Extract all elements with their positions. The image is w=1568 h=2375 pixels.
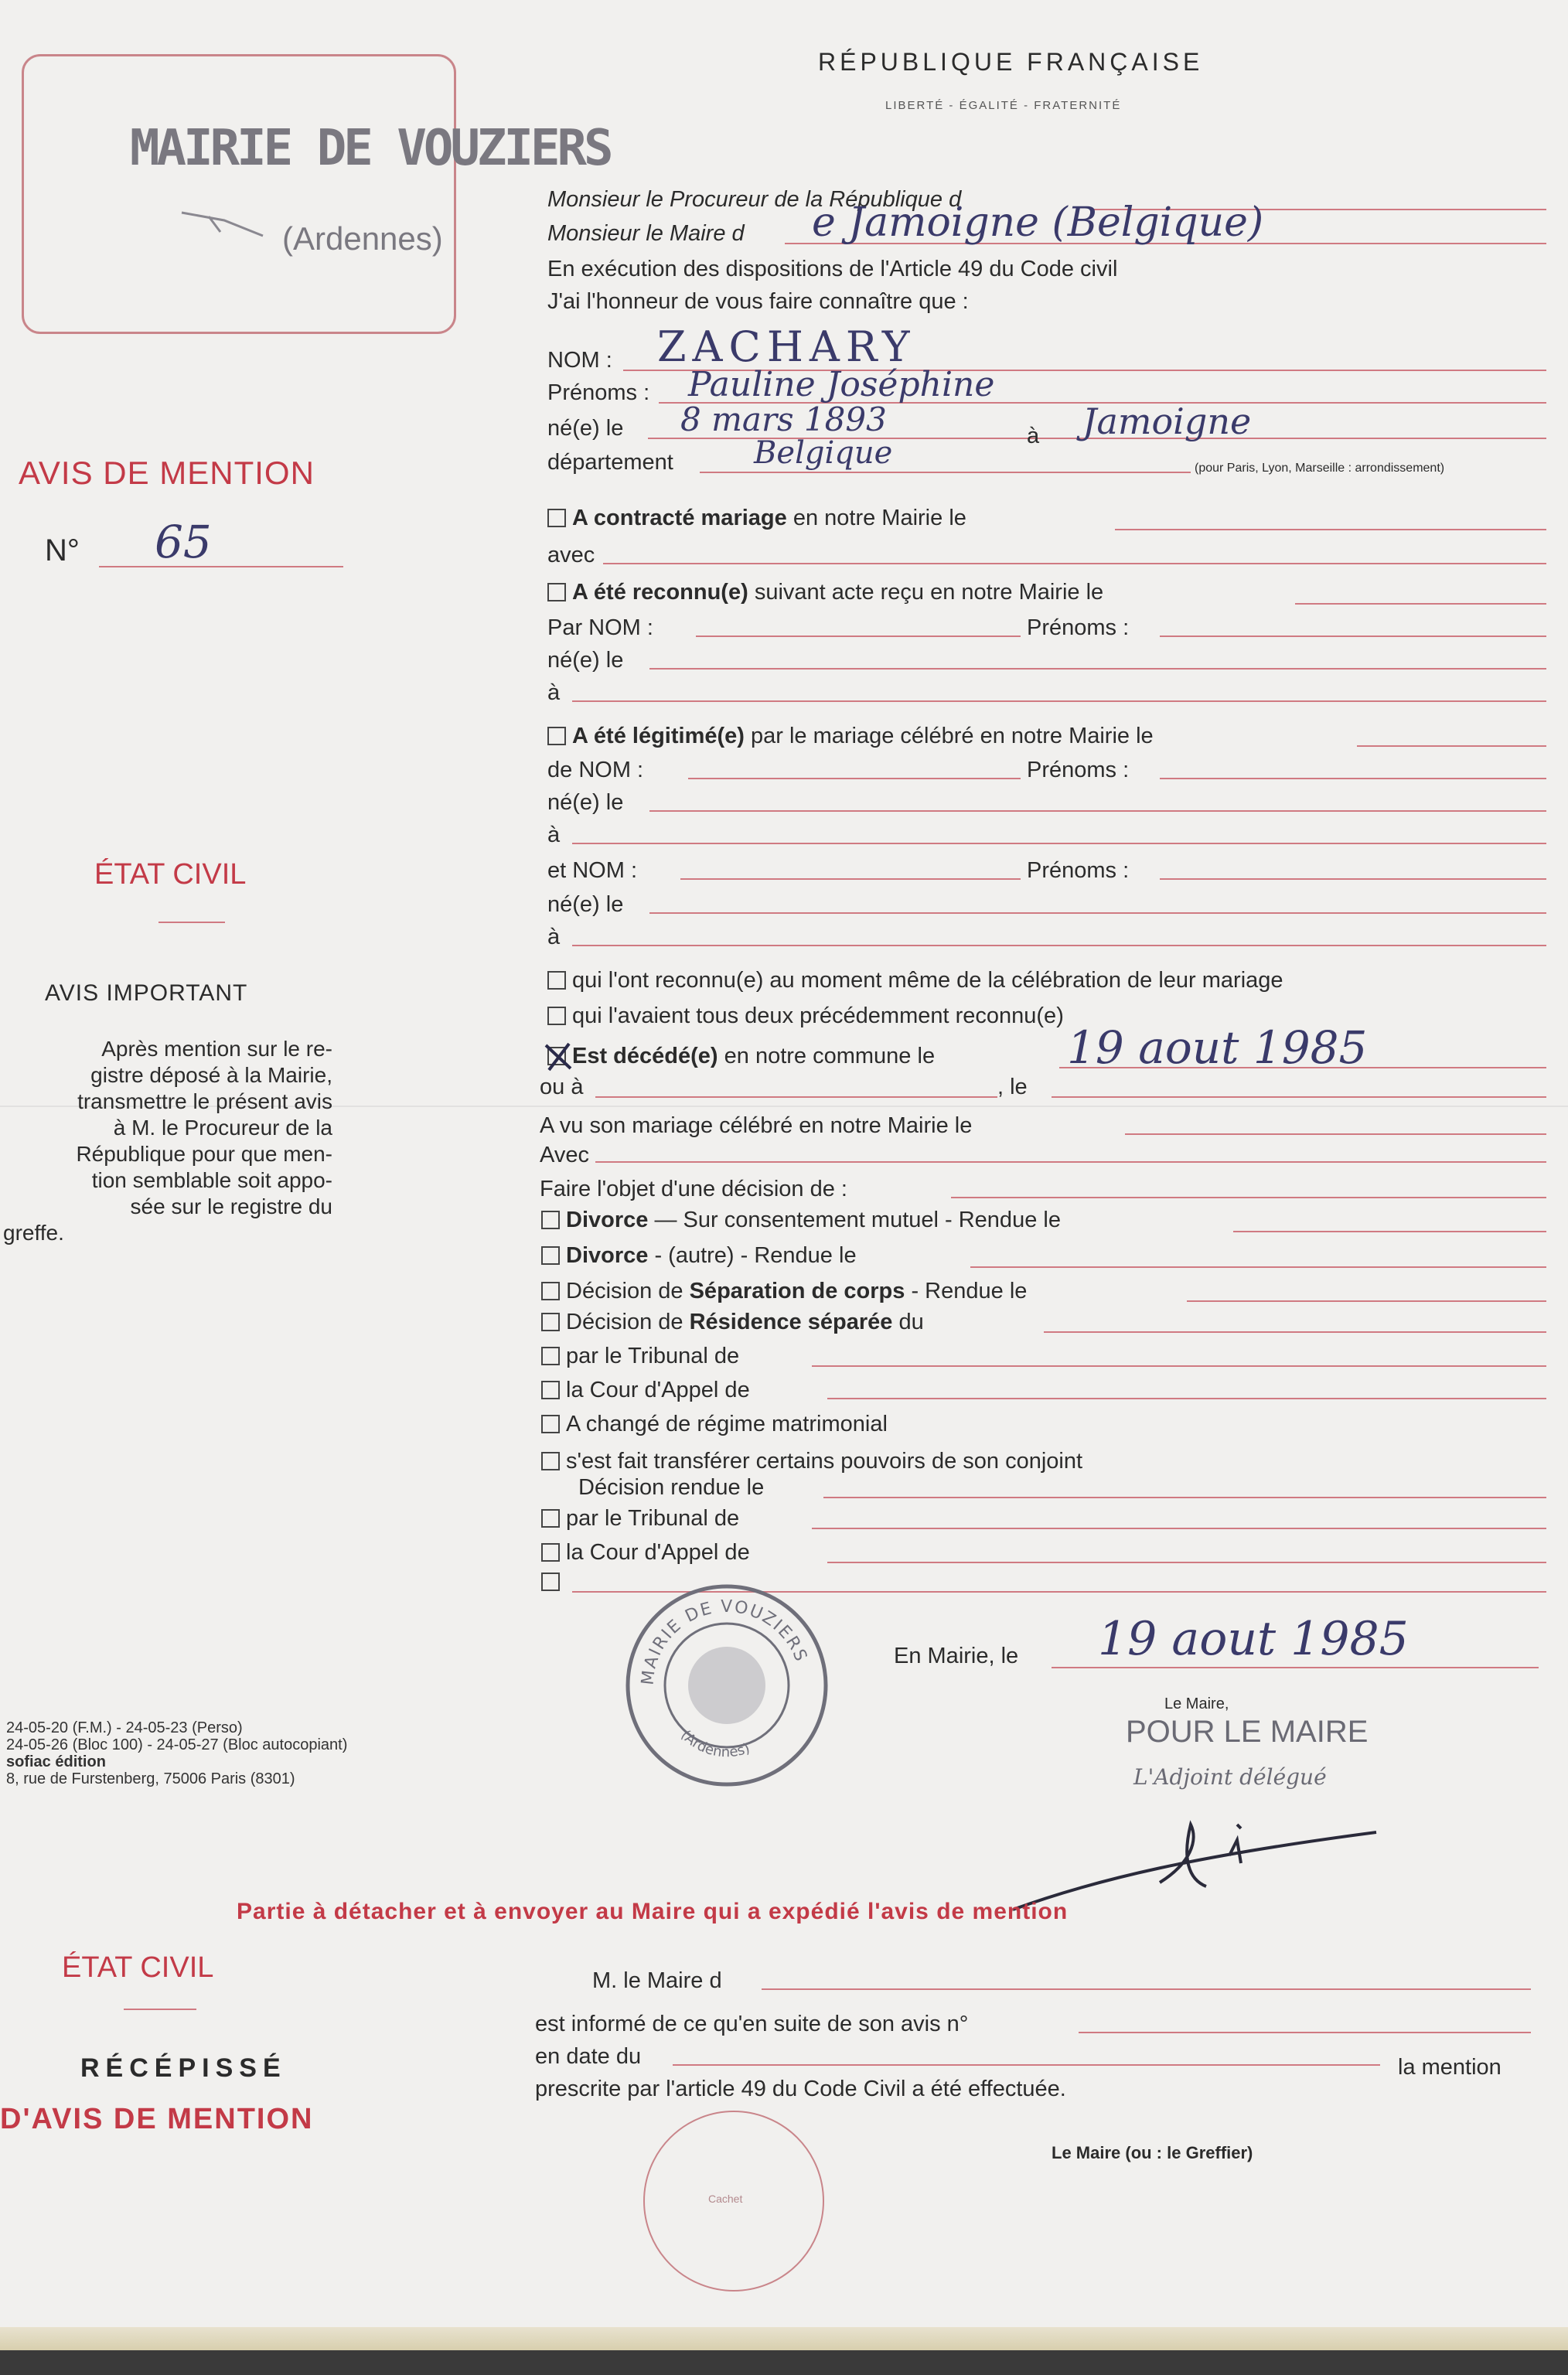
prescrite-text: prescrite par l'article 49 du Code Civil a été effectuée. <box>535 2077 1066 2101</box>
qui-ont-label: qui l'ont reconnu(e) au moment même de la célébration de leur mariage <box>572 968 1283 993</box>
faire-objet-label: Faire l'objet d'une décision de : <box>540 1177 847 1201</box>
separation-a: Décision de <box>566 1279 683 1303</box>
mariage-checkbox[interactable] <box>547 509 566 527</box>
signature-date: 19 aout 1985 <box>1098 1612 1409 1666</box>
dept-line <box>700 472 1191 473</box>
en-date-line <box>673 2064 1380 2066</box>
regime-row <box>541 1413 888 1436</box>
tribunal-row <box>541 1345 739 1368</box>
motto: LIBERTÉ - ÉGALITÉ - FRATERNITÉ <box>885 99 1122 112</box>
cour-line <box>827 1398 1546 1399</box>
detach-rule <box>124 2009 196 2010</box>
printer-info <box>6 1719 347 1787</box>
decede-checkbox[interactable] <box>547 1047 566 1065</box>
qui-ont-checkbox[interactable] <box>547 971 566 990</box>
note-line: gistre déposé à la Mairie, <box>90 1063 332 1087</box>
numero-label: N° <box>45 533 80 567</box>
republic-heading: RÉPUBLIQUE FRANÇAISE <box>818 48 1204 76</box>
maire-value: e Jamoigne (Belgique) <box>812 199 1264 246</box>
note-line: sée sur le registre du <box>130 1194 332 1218</box>
qui-avaient-row <box>547 1005 1064 1027</box>
etat-civil-rule <box>159 922 225 923</box>
avis-important: AVIS IMPORTANT <box>45 980 248 1006</box>
nee3-line <box>649 810 1546 812</box>
transfert-checkbox[interactable] <box>541 1452 560 1470</box>
separation-c: - Rendue le <box>911 1279 1028 1303</box>
honneur-text: J'ai l'honneur de vous faire connaître que : <box>547 289 969 314</box>
avec2-line <box>595 1161 1546 1163</box>
decede-value: 19 aout 1985 <box>1067 1021 1368 1074</box>
prenoms4-line <box>1160 878 1546 880</box>
avis-title: AVIS DE MENTION <box>19 455 315 491</box>
nom-value: ZACHARY <box>657 322 916 371</box>
et-nom-line <box>680 878 1021 880</box>
printer-line: sofiac édition <box>6 1753 106 1770</box>
prenoms3-label: Prénoms : <box>1027 758 1130 782</box>
decede-label: Est décédé(e) <box>572 1044 718 1068</box>
decision-rendue-line <box>823 1497 1546 1498</box>
a-label: à <box>1027 424 1040 448</box>
decede-rest: en notre commune le <box>724 1044 936 1068</box>
tribunal2-label: par le Tribunal de <box>566 1506 740 1531</box>
mairie-stamp-region: (Ardennes) <box>282 220 443 257</box>
divorce2-label: Divorce <box>566 1243 649 1268</box>
nee-value: 8 mars 1893 <box>680 400 887 438</box>
numero-value: 65 <box>155 516 212 568</box>
par-nom-label: Par NOM : <box>547 615 653 640</box>
stamp-flourish-icon <box>178 201 271 247</box>
paper-edge <box>0 2327 1568 2350</box>
maire-d-label: M. le Maire d <box>592 1968 722 1993</box>
printer-line: 8, rue de Furstenberg, 75006 Paris (8301) <box>6 1770 295 1787</box>
check-x-icon <box>544 1042 572 1072</box>
informe-label: est informé de ce qu'en suite de son avis n° <box>535 2012 969 2036</box>
en-mairie-label: En Mairie, le <box>894 1644 1019 1668</box>
blank-row <box>541 1571 566 1593</box>
regime-label: A changé de régime matrimonial <box>566 1412 888 1436</box>
important-note <box>0 1036 332 1246</box>
note-line: Après mention sur le re- <box>101 1037 332 1061</box>
ou-a-line <box>595 1096 997 1098</box>
le-maire-caption: Le Maire, <box>1164 1695 1229 1712</box>
prenoms2-line <box>1160 635 1546 637</box>
divorce1-checkbox[interactable] <box>541 1211 560 1229</box>
mariage-label: A contracté mariage <box>572 506 787 530</box>
mairie-seal <box>619 1581 835 1790</box>
avec-line <box>603 563 1546 564</box>
regime-checkbox[interactable] <box>541 1415 560 1433</box>
mariage-row <box>547 507 966 530</box>
residence-c: du <box>898 1310 924 1334</box>
par-nom-line <box>696 635 1021 637</box>
seal-bottom-text: (Ardennes) <box>677 1726 752 1761</box>
divorce1-label: Divorce <box>566 1208 649 1232</box>
left-etat-civil: ÉTAT CIVIL <box>94 858 247 891</box>
adjoint-stamp: L'Adjoint délégué <box>1133 1764 1327 1790</box>
transfert-label: s'est fait transférer certains pouvoirs de son conjoint <box>566 1449 1083 1474</box>
residence-line <box>1044 1331 1546 1333</box>
printer-line: 24-05-26 (Bloc 100) - 24-05-27 (Bloc autocopiant) <box>6 1736 348 1753</box>
transfert-row <box>541 1450 1082 1473</box>
nee2-line <box>649 668 1546 670</box>
a3-label: à <box>547 823 561 847</box>
note-line: à M. le Procureur de la <box>113 1116 332 1140</box>
procureur-label: Monsieur le Procureur de la République d <box>547 187 962 212</box>
note-line: greffe. <box>3 1221 64 1245</box>
a2-line <box>572 700 1546 702</box>
et-nom-label: et NOM : <box>547 858 638 883</box>
nee4-label: né(e) le <box>547 892 624 917</box>
note-line: République pour que men- <box>76 1142 332 1166</box>
cour-checkbox[interactable] <box>541 1381 560 1399</box>
separation-line <box>1187 1300 1546 1302</box>
prenoms-label: Prénoms : <box>547 380 650 405</box>
de-nom-line <box>688 778 1021 779</box>
divorce1-row <box>541 1209 1061 1232</box>
residence-checkbox[interactable] <box>541 1313 560 1331</box>
en-date-label: en date du <box>535 2044 642 2069</box>
de-nom-label: de NOM : <box>547 758 644 782</box>
divorce1-rest: — Sur consentement mutuel - Rendue le <box>654 1208 1061 1232</box>
separation-b: Séparation de corps <box>689 1279 905 1303</box>
en-mairie-line <box>1052 1667 1539 1668</box>
mairie-stamp-name: MAIRIE DE VOUZIERS <box>130 120 611 177</box>
prenoms2-label: Prénoms : <box>1027 615 1130 640</box>
legitime-checkbox[interactable] <box>547 727 566 745</box>
nee-label: né(e) le <box>547 416 624 441</box>
le-line <box>1052 1096 1546 1098</box>
cour2-label: la Cour d'Appel de <box>566 1540 750 1565</box>
tribunal2-row <box>541 1508 739 1530</box>
cour-row <box>541 1379 750 1402</box>
blank-checkbox[interactable] <box>541 1573 560 1591</box>
nee4-line <box>649 912 1546 914</box>
nee3-label: né(e) le <box>547 790 624 815</box>
cour-label: la Cour d'Appel de <box>566 1378 750 1402</box>
prenoms4-label: Prénoms : <box>1027 858 1130 883</box>
qui-avaient-label: qui l'avaient tous deux précédemment reconnu(e) <box>572 1003 1064 1028</box>
qui-ont-row <box>547 969 1283 992</box>
reconnu-label: A été reconnu(e) <box>572 580 748 605</box>
maire-label: Monsieur le Maire d <box>547 221 745 246</box>
reconnu-row <box>547 581 1103 604</box>
legitime-row <box>547 725 1154 748</box>
a4-label: à <box>547 925 561 949</box>
informe-line <box>1079 2032 1531 2033</box>
vu-mariage-line <box>1125 1133 1546 1135</box>
avec2-label: Avec <box>540 1143 589 1167</box>
reconnu-checkbox[interactable] <box>547 583 566 601</box>
cachet-label: Cachet <box>708 2193 743 2205</box>
mariage-line <box>1115 529 1546 530</box>
qui-avaient-checkbox[interactable] <box>547 1007 566 1025</box>
detach-instruction: Partie à détacher et à envoyer au Maire qui a expédié l'avis de mention <box>237 1899 1069 1924</box>
tribunal-label: par le Tribunal de <box>566 1344 740 1368</box>
recepisse-subtitle: D'AVIS DE MENTION <box>0 2103 314 2135</box>
legitime-rest: par le mariage célébré en notre Mairie le <box>751 724 1154 748</box>
residence-row <box>541 1311 924 1334</box>
a3-line <box>572 843 1546 844</box>
residence-a: Décision de <box>566 1310 683 1334</box>
nom-label: NOM : <box>547 348 612 373</box>
prenoms3-line <box>1160 778 1546 779</box>
reconnu-rest: suivant acte reçu en notre Mairie le <box>754 580 1104 605</box>
a-value: Jamoigne <box>1082 400 1252 442</box>
legitime-label: A été légitimé(e) <box>572 724 745 748</box>
tribunal-checkbox[interactable] <box>541 1347 560 1365</box>
decision-rendue-label: Décision rendue le <box>578 1475 765 1500</box>
dept-note: (pour Paris, Lyon, Marseille : arrondissement) <box>1195 462 1445 475</box>
reconnu-line <box>1295 603 1546 605</box>
prenoms-value: Pauline Joséphine <box>688 365 995 404</box>
avec-label: avec <box>547 543 595 567</box>
note-line: tion semblable soit appo- <box>91 1168 332 1192</box>
recepisse-title: RÉCÉPISSÉ <box>80 2053 287 2083</box>
vu-mariage-label: A vu son mariage célébré en notre Mairie le <box>540 1113 973 1138</box>
mairie-stamp-frame <box>22 54 456 334</box>
note-line: transmettre le présent avis <box>77 1089 332 1113</box>
execution-text: En exécution des dispositions de l'Article 49 du Code civil <box>547 257 1118 281</box>
nee2-label: né(e) le <box>547 648 624 673</box>
printer-line: 24-05-20 (F.M.) - 24-05-23 (Perso) <box>6 1719 243 1736</box>
faire-objet-line <box>951 1197 1546 1198</box>
divorce2-line <box>970 1266 1546 1268</box>
tribunal-line <box>812 1365 1546 1367</box>
ou-a-label: ou à <box>540 1075 584 1099</box>
divorce2-checkbox[interactable] <box>541 1246 560 1265</box>
separation-checkbox[interactable] <box>541 1282 560 1300</box>
maire-greffier-label: Le Maire (ou : le Greffier) <box>1052 2143 1253 2162</box>
tribunal2-line <box>812 1528 1546 1529</box>
cour2-line <box>827 1562 1546 1563</box>
pour-le-maire-stamp: POUR LE MAIRE <box>1126 1715 1369 1749</box>
decede-row <box>547 1045 935 1068</box>
seal-top-text: MAIRIE DE VOUZIERS <box>638 1596 811 1686</box>
a4-line <box>572 945 1546 946</box>
separation-row <box>541 1280 1027 1303</box>
dept-value: Belgique <box>754 435 893 471</box>
legitime-line <box>1357 745 1546 747</box>
dept-label: département <box>547 450 673 475</box>
le-label: , le <box>997 1075 1028 1099</box>
residence-b: Résidence séparée <box>689 1310 893 1334</box>
cour2-row <box>541 1542 750 1564</box>
detach-etat-civil: ÉTAT CIVIL <box>62 1951 214 1984</box>
cour2-checkbox[interactable] <box>541 1543 560 1562</box>
divorce2-row <box>541 1245 857 1267</box>
la-mention-label: la mention <box>1398 2055 1502 2080</box>
tribunal2-checkbox[interactable] <box>541 1509 560 1528</box>
divorce1-line <box>1233 1231 1546 1232</box>
maire-d-line <box>762 1988 1531 1990</box>
mariage-rest: en notre Mairie le <box>793 506 966 530</box>
divorce2-rest: - (autre) - Rendue le <box>654 1243 857 1268</box>
numero-line <box>99 566 343 567</box>
a2-label: à <box>547 680 561 705</box>
